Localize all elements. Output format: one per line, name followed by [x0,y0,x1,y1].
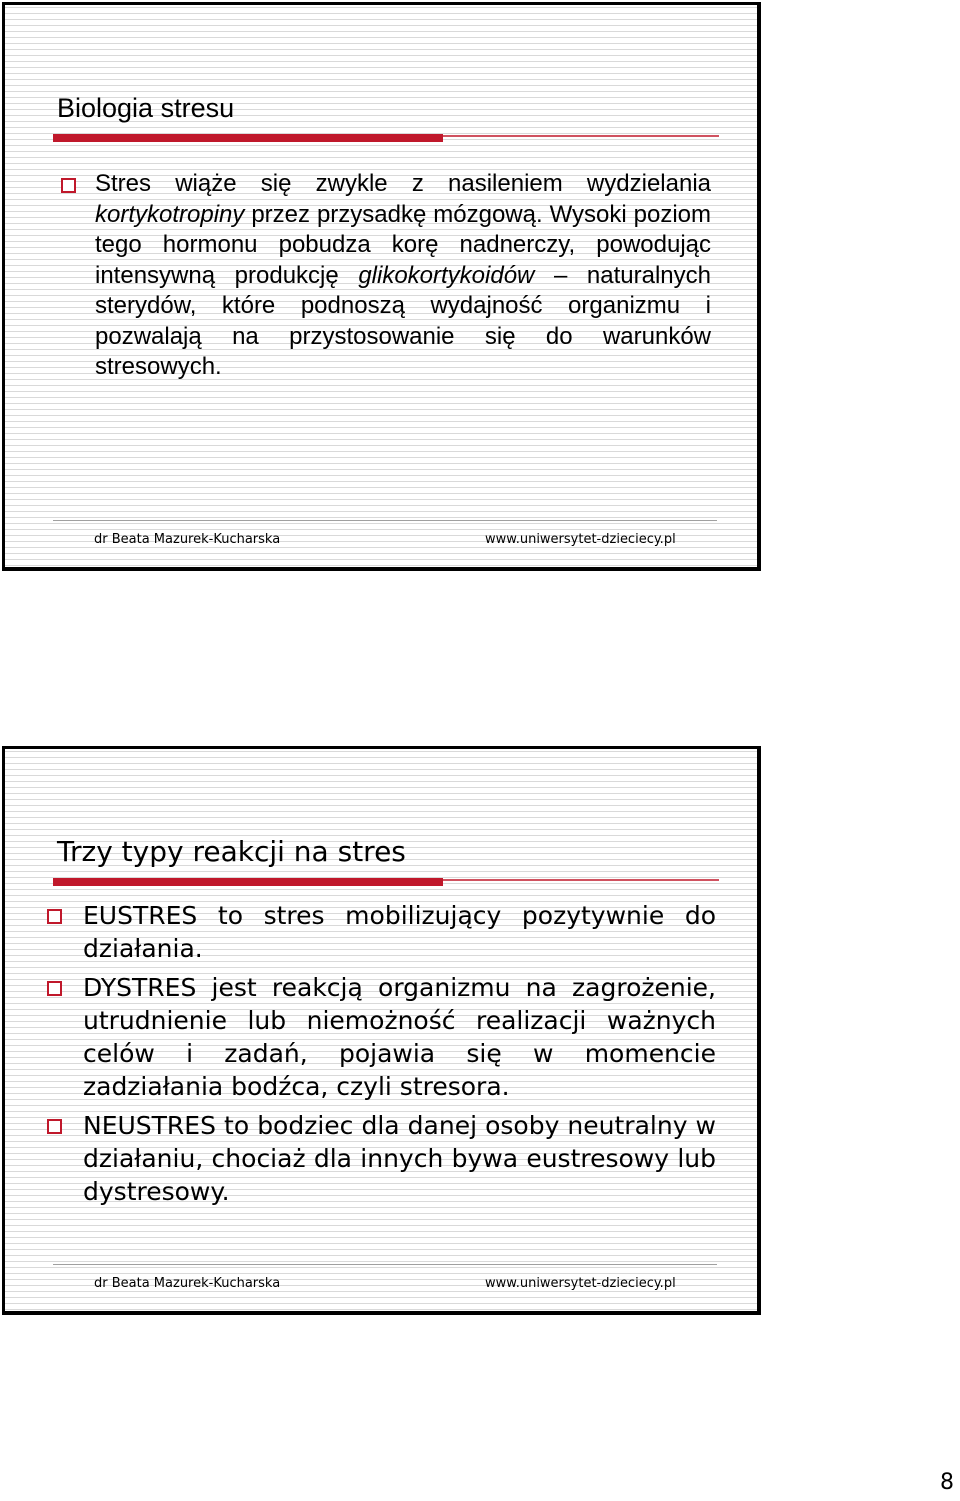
bullet-item-eustres [83,899,716,965]
bullet-item-dystres [83,971,716,1103]
title-underline [53,134,719,144]
slide-title: Biologia stresu [57,93,235,123]
bullet-text: DYSTRES jest reakcją organizmu na zagrożenie, utrudnienie lub niemożność realizacji ważnych celów i zadań, pojawia się w momencie zadziałania bodźca, czyli stresora. [83,973,716,1101]
hollow-square-bullet-icon [47,909,62,924]
footer-website: www.uniwersytet-dzieciecy.pl [485,1276,676,1291]
hollow-square-bullet-icon [61,178,76,193]
title-underline [53,878,719,888]
slide-biologia-stresu [2,2,761,571]
page-number: 8 [940,1470,954,1495]
footer-author: dr Beata Mazurek-Kucharska [94,532,281,547]
hollow-square-bullet-icon [47,1119,62,1134]
hollow-square-bullet-icon [47,981,62,996]
bullet-item [95,169,711,383]
bullet-item-neustres [83,1109,716,1208]
slide-trzy-typy-reakcji [2,746,761,1315]
bullet-text: NEUSTRES to bodziec dla danej osoby neutralny w działaniu, chociaż dla innych bywa eustresowy lub dystresowy. [83,1111,716,1206]
slide-content [83,899,716,1214]
slide-footer [53,1264,717,1291]
footer-website: www.uniwersytet-dzieciecy.pl [485,532,676,547]
bullet-text: EUSTRES to stres mobilizujący pozytywnie do działania. [83,901,716,963]
slide-content [95,169,711,383]
footer-author: dr Beata Mazurek-Kucharska [94,1276,281,1291]
bullet-text: Stres wiąże się zwykle z nasileniem wydzielania kortykotropiny przez przysadkę mózgową. Wysoki poziom tego hormonu pobudza korę nadnerczy, powodując intensywną produkcję glikokortykoidów – naturalnych sterydów, które podnoszą wydajność organizmu i pozwalają na przystosowanie się do warunków stresowych. [95,170,711,380]
slide-footer [53,520,717,547]
slide-title: Trzy typy reakcji na stres [57,835,406,868]
